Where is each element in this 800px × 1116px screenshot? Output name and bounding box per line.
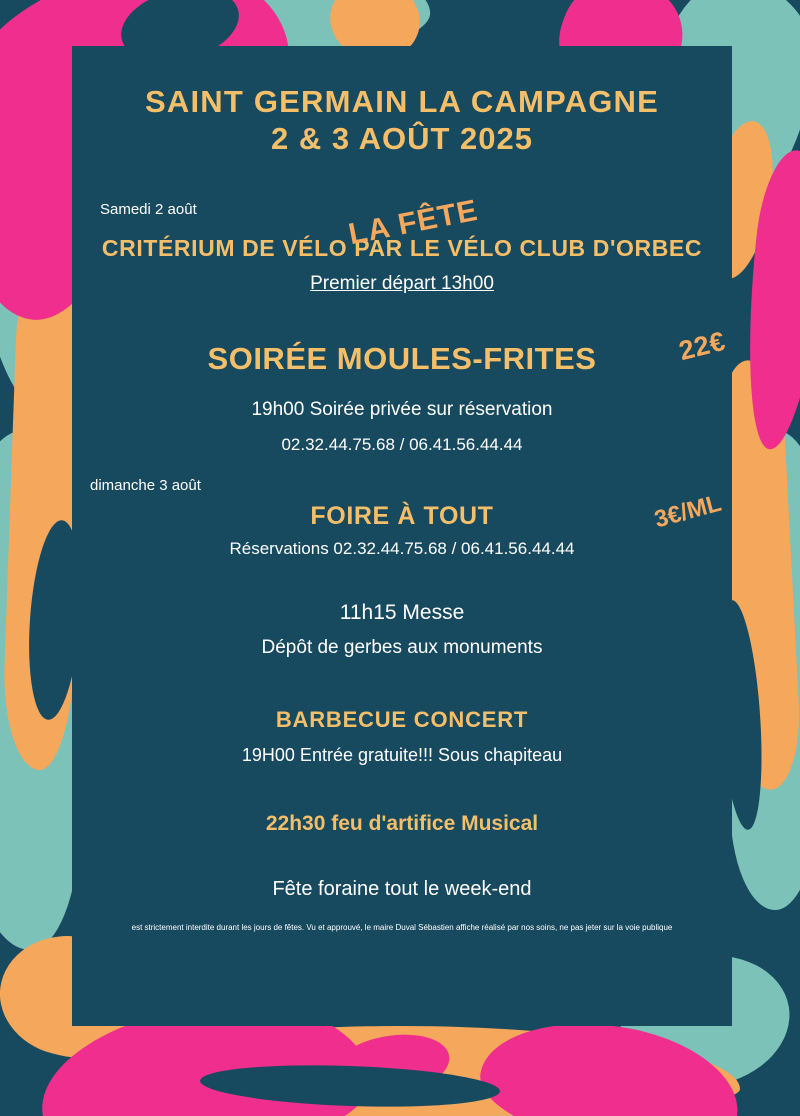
poster-title xyxy=(72,84,732,157)
title-line-2: 2 & 3 AOÛT 2025 xyxy=(271,120,533,156)
moules-frites-detail: 19h00 Soirée privée sur réservation xyxy=(251,398,553,420)
wreath-ceremony: Dépôt de gerbes aux monuments xyxy=(261,636,543,658)
foire-block xyxy=(72,489,732,559)
fireworks-line: 22h30 feu d'artifice Musical xyxy=(265,811,539,835)
moules-frites-label: SOIRÉE MOULES-FRITES xyxy=(207,340,597,376)
foire-heading: FOIRE À TOUT xyxy=(310,501,494,530)
foire-price: 3€/ML xyxy=(651,489,725,534)
criterium-start-time: Premier départ 13h00 xyxy=(310,272,494,294)
poster-content xyxy=(72,46,732,1026)
foire-reservations: Réservations 02.32.44.75.68 / 06.41.56.44.44 xyxy=(229,538,575,558)
mass-time: 11h15 Messe xyxy=(339,600,465,624)
funfair-line: Fête foraine tout le week-end xyxy=(272,877,532,900)
la-fete-badge: LA FÊTE xyxy=(345,193,481,252)
legal-notice: est strictement interdite durant les jours de fêtes. Vu et approuvé, le maire Duval Sébastien affiche réalisé par nos soins, ne pas jeter sur la voie publique xyxy=(131,922,673,932)
sunday-label: dimanche 3 août xyxy=(90,476,201,494)
criterium-heading: CRITÉRIUM DE VÉLO PAR LE VÉLO CLUB D'ORBEC xyxy=(101,235,703,262)
barbecue-concert-detail: 19H00 Entrée gratuite!!! Sous chapiteau xyxy=(241,744,563,765)
saturday-label: Samedi 2 août xyxy=(100,201,197,219)
moules-frites-heading xyxy=(72,325,732,377)
moules-frites-phones: 02.32.44.75.68 / 06.41.56.44.44 xyxy=(281,434,523,454)
title-line-1: SAINT GERMAIN LA CAMPAGNE xyxy=(145,84,659,119)
moules-frites-price: 22€ xyxy=(676,325,729,367)
barbecue-concert-heading: BARBECUE CONCERT xyxy=(275,706,529,732)
